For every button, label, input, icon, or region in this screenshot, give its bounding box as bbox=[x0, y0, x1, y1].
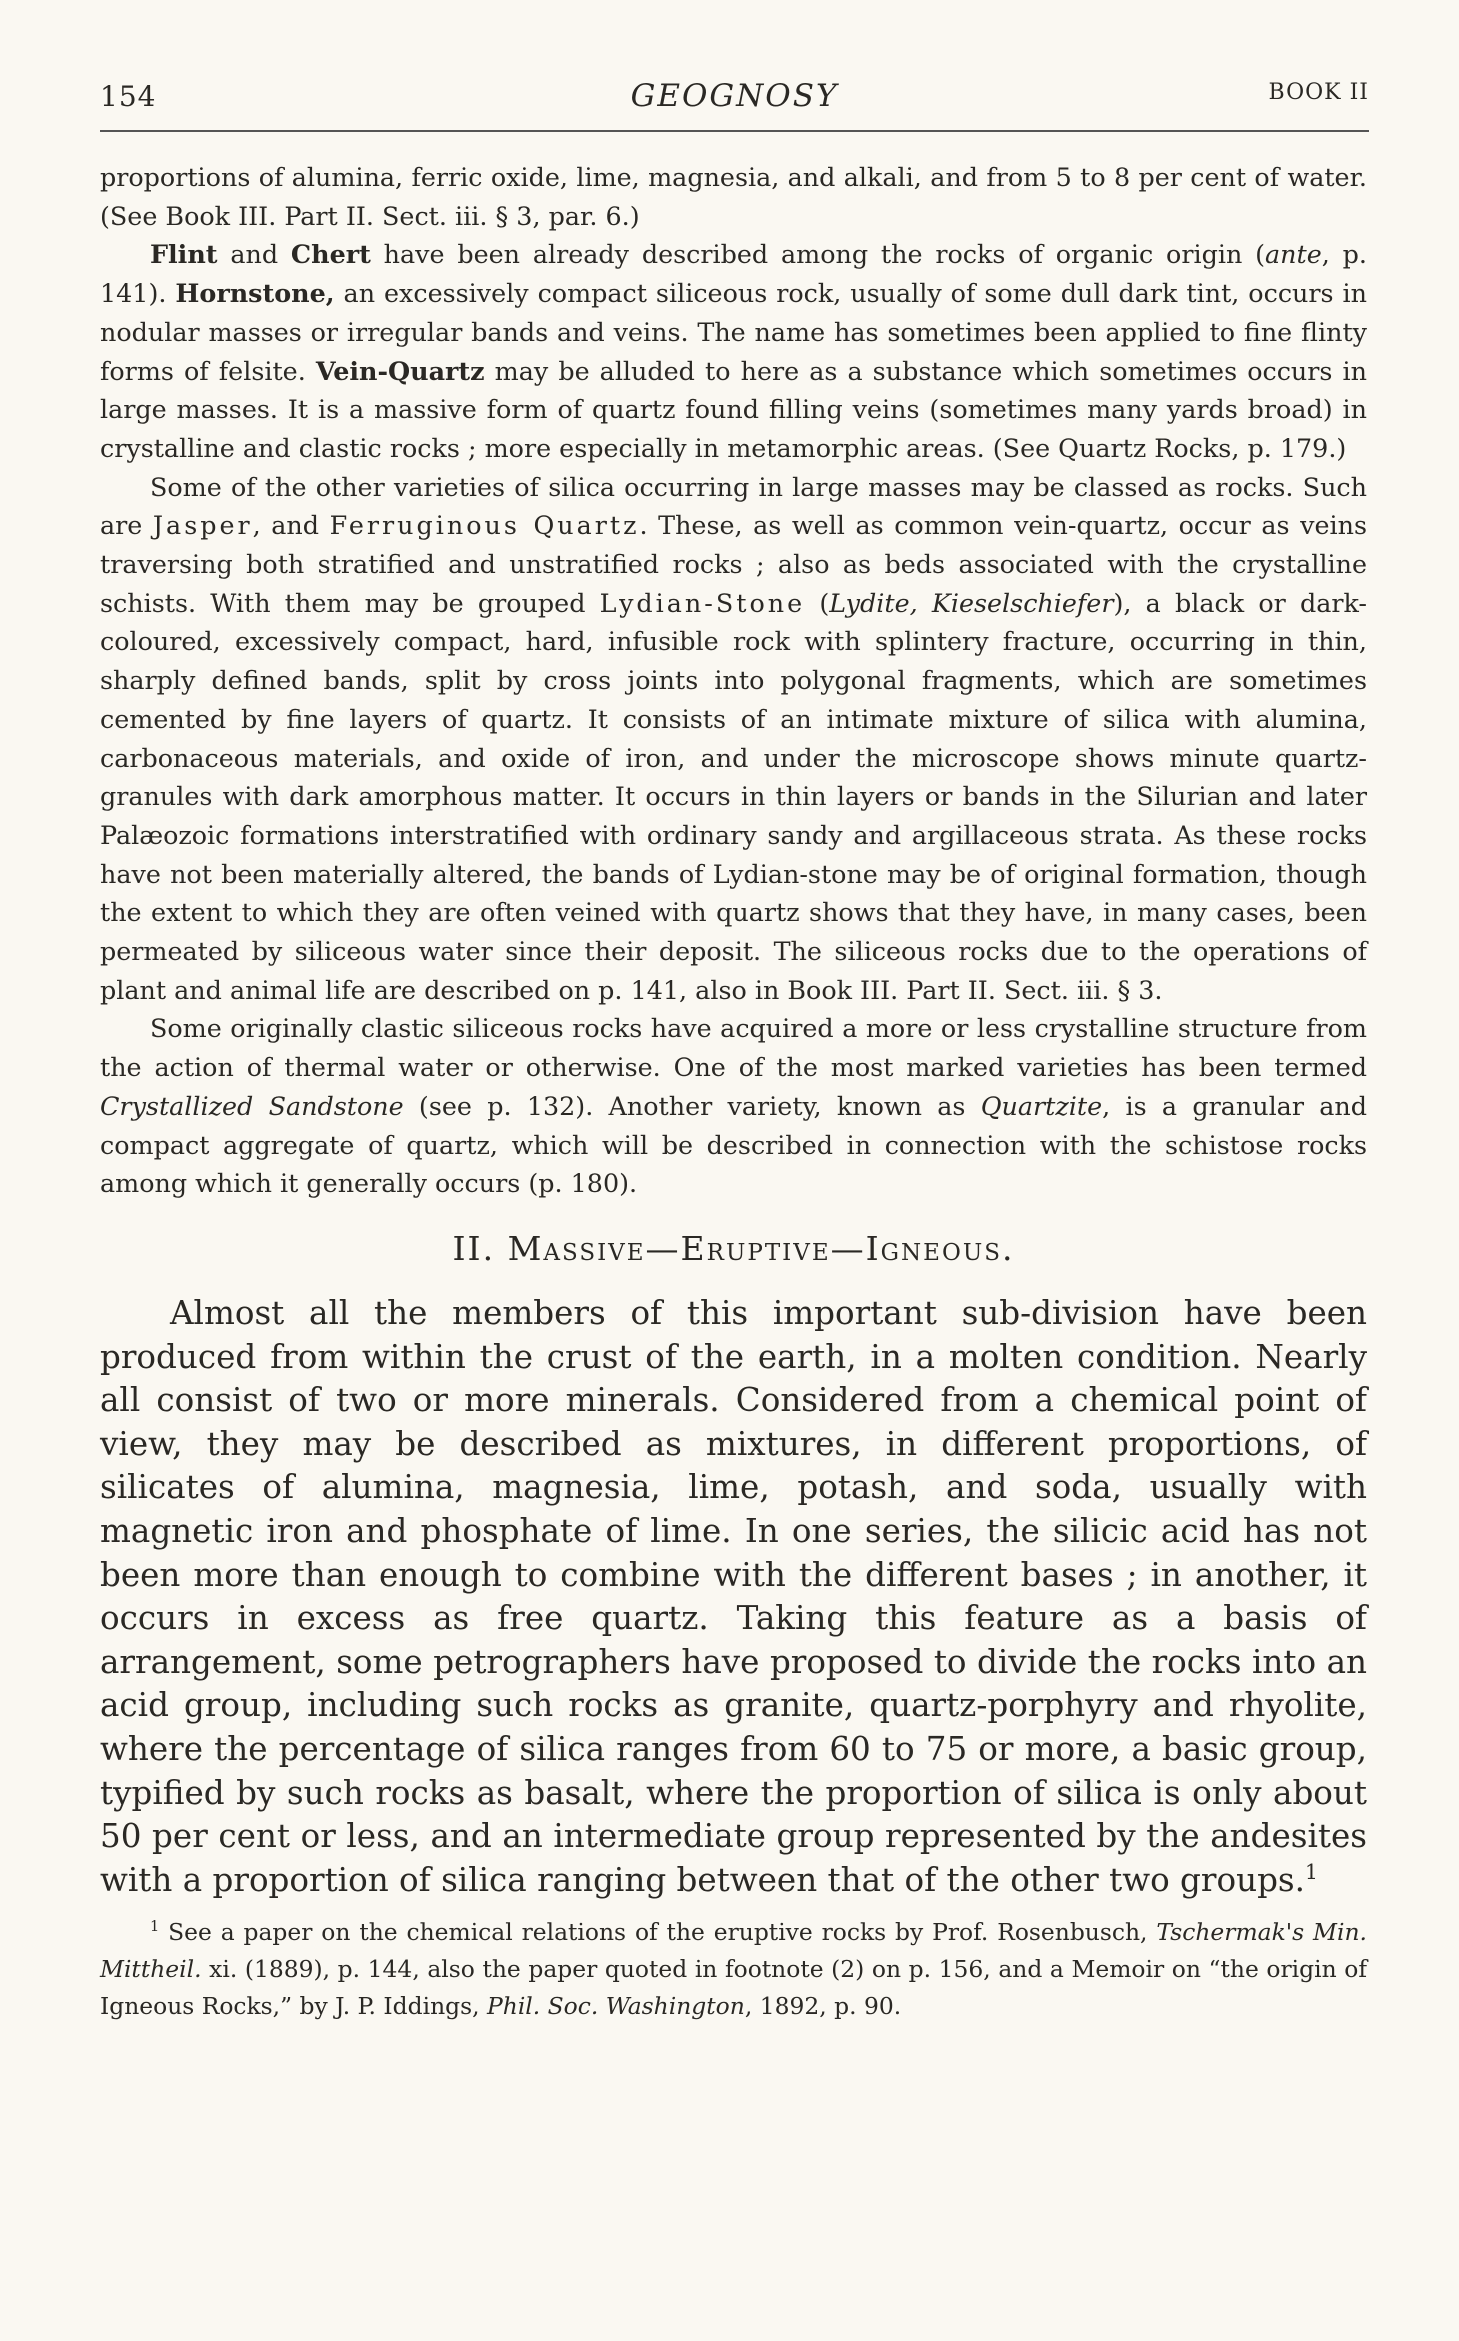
paragraph-continued: proportions of alumina, ferric oxide, lime, magnesia, and alkali, and from 5 to 8 per cent of water. (See Book III. Part II. Sect. iii. § 3, par. 6.) bbox=[100, 162, 1367, 231]
italic-crystallized-sandstone: Crystallized Sandstone bbox=[100, 1090, 404, 1121]
footnote bbox=[100, 1914, 1367, 2025]
text-run: an excessively compact siliceous rock, usually of some dull dark tint, occurs in nodular masses or irregular bands and veins. The name has sometimes been applied to fine flinty forms of felsite. bbox=[100, 278, 1367, 386]
italic-lydite: Lydite, Kieselschiefer bbox=[829, 587, 1114, 618]
italic-society: Phil. Soc. Washington bbox=[487, 1992, 745, 2021]
text-run: , 1892, p. 90. bbox=[744, 1992, 902, 2021]
text-run: . These, as well as common vein-quartz, occur as veins traversing both stratified and unstratified rocks ; also as beds associated with the crystalline schists. With them may be grouped bbox=[100, 510, 1367, 618]
text-run: Some of the other varieties of silica occurring in large masses may be classed as rocks. Such are bbox=[100, 471, 1367, 541]
term-ferruginous-quartz: Ferruginous Quartz bbox=[329, 510, 640, 541]
paragraph-flint-chert bbox=[100, 235, 1367, 467]
running-title: GEOGNOSY bbox=[630, 78, 839, 114]
page-number: 154 bbox=[100, 80, 157, 113]
page-header bbox=[100, 72, 1369, 132]
term-hornstone: Hornstone, bbox=[175, 278, 335, 309]
text-run: ), a black or dark-coloured, excessively compact, hard, infusible rock with splintery fracture, occurring in thin, sharply defined bands, split by cross joints into polygonal fragments, which are sometimes cemented by fine layers of quartz. It consists of an intimate mixture of silica with alumina, carbonaceous materials, and oxide of iron, and under the microscope shows minute quartz-granules with dark amorphous matter. It occurs in thin layers or bands in the Silurian and later Palæozoic formations interstratified with ordinary sandy and argillaceous strata. As these rocks have not been materially altered, the bands of Lydian-stone may be of original formation, though the extent to which they are often veined with quartz shows that they have, in many cases, been permeated by siliceous water since their deposit. The siliceous rocks due to the operations of plant and animal life are described on p. 141, also in Book III. Part II. Sect. iii. § 3. bbox=[100, 587, 1367, 1005]
paragraph-jasper-lydian bbox=[100, 468, 1367, 1010]
text-run: , is a granular and compact aggregate of quartz, which will be described in connection with the schistose rocks among which it generally occurs (p. 180). bbox=[100, 1090, 1367, 1199]
book-label: BOOK II bbox=[1268, 80, 1369, 105]
text-run: and bbox=[217, 239, 291, 270]
footnote-reference: 1 bbox=[1305, 1859, 1318, 1884]
text-run: , p. 141). bbox=[100, 239, 1368, 309]
text-run: Almost all the members of this important sub-division have been produced from within the crust of the earth, in a molten condition. Nearly all consist of two or more minerals. Considered from a chemical point of view, they may be described as mixtures, in different proportions, of silicates of alumina, magnesia, lime, potash, and soda, usually with magnetic iron and phosphate of lime. In one series, the silicic acid has not been more than enough to combine with the different bases ; in another, it occurs in excess as free quartz. Taking this feature as a basis of arrangement, some petrographers have proposed to divide the rocks into an acid group, including such rocks as granite, quartz-porphyry and rhyolite, where the percentage of silica ranges from 60 to 75 or more, a basic group, typified by such rocks as basalt, where the proportion of silica is only about 50 per cent or less, and an intermediate group represented by the andesites with a proportion of silica ranging between that of the other two groups. bbox=[100, 1293, 1367, 1899]
term-jasper: Jasper bbox=[152, 510, 253, 541]
text-run: See a paper on the chemical relations of the eruptive rocks by Prof. Rosenbusch, bbox=[159, 1918, 1157, 1947]
section-heading: II. Massive—Eruptive—Igneous. bbox=[452, 1228, 1015, 1268]
italic-journal: Tschermak's Min. Mittheil. bbox=[100, 1918, 1367, 1984]
text-run: Some originally clastic siliceous rocks have acquired a more or less crystalline structure from the action of thermal water or otherwise. One of the most marked varieties has been termed bbox=[100, 1013, 1367, 1083]
italic-ante: ante bbox=[1265, 239, 1322, 270]
text-run: , and bbox=[252, 510, 330, 541]
paragraph-clastic-siliceous bbox=[100, 1009, 1367, 1203]
header-rule bbox=[100, 130, 1369, 132]
term-flint: Flint bbox=[150, 239, 218, 270]
term-vein-quartz: Vein-Quartz bbox=[315, 355, 485, 386]
term-chert: Chert bbox=[290, 239, 371, 270]
text-run: xi. (1889), p. 144, also the paper quoted in footnote (2) on p. 156, and a Memoir on “the origin of Igneous Rocks,” by J. P. Iddings, bbox=[100, 1955, 1367, 2021]
term-lydian-stone: Lydian-Stone bbox=[599, 587, 806, 618]
footnote-mark: 1 bbox=[150, 1919, 160, 1936]
text-run: have been already described among the rocks of organic origin ( bbox=[370, 239, 1266, 270]
page-body bbox=[100, 158, 1367, 2025]
text-run: (see p. 132). Another variety, known as bbox=[403, 1090, 981, 1121]
paragraph-igneous bbox=[100, 1292, 1367, 1902]
text-run: may be alluded to here as a substance which sometimes occurs in large masses. It is a massive form of quartz found filling veins (sometimes many yards broad) in crystalline and clastic rocks ; more especially in metamorphic areas. (See Quartz Rocks, p. 179.) bbox=[100, 355, 1367, 463]
text-run: ( bbox=[805, 587, 830, 618]
italic-quartzite: Quartzite bbox=[980, 1090, 1103, 1121]
